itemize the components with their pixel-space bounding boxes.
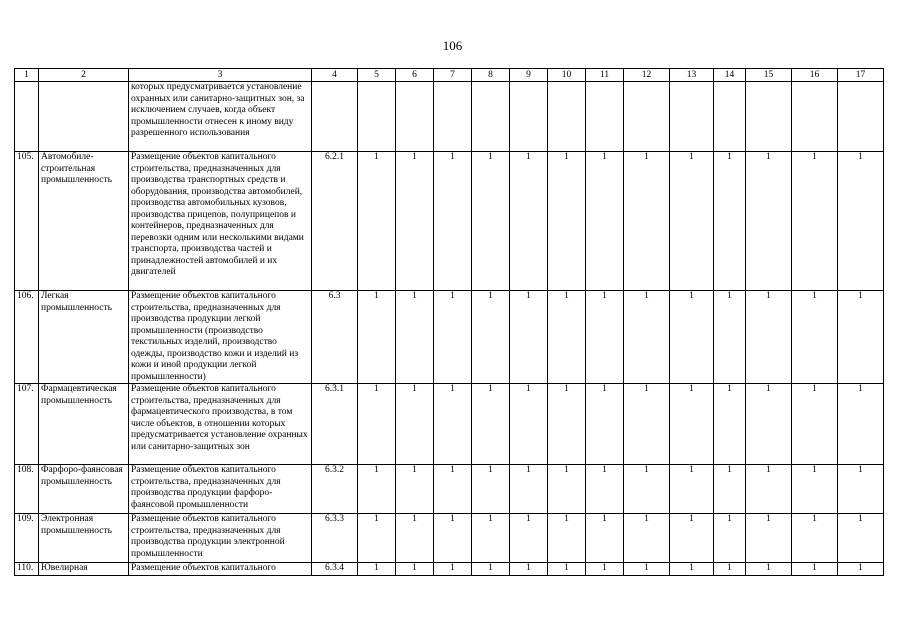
value-cell: 1	[670, 465, 714, 514]
value-cell: 1	[548, 465, 586, 514]
value-cell: 1	[358, 465, 396, 514]
cont-cell	[548, 82, 586, 152]
cont-cell	[434, 82, 472, 152]
value-cell: 1	[396, 465, 434, 514]
column-number-cell: 6	[396, 69, 434, 82]
value-cell: 1	[746, 563, 792, 576]
cont-cell	[358, 82, 396, 152]
value-cell: 1	[472, 152, 510, 291]
cont-cell	[792, 82, 838, 152]
use-code-cell: 6.3.4	[312, 563, 358, 576]
column-number-cell: 12	[624, 69, 670, 82]
value-cell: 1	[624, 152, 670, 291]
value-cell: 1	[746, 384, 792, 465]
cont-cell	[670, 82, 714, 152]
column-number-cell: 7	[434, 69, 472, 82]
column-number-cell: 15	[746, 69, 792, 82]
use-name-cell: Автомобиле-строительная промышленность	[39, 152, 129, 291]
value-cell: 1	[358, 563, 396, 576]
value-cell: 1	[624, 291, 670, 384]
value-cell: 1	[548, 291, 586, 384]
value-cell: 1	[792, 514, 838, 563]
use-name-cell: Электронная промышленность	[39, 514, 129, 563]
value-cell: 1	[396, 514, 434, 563]
column-number-cell: 3	[129, 69, 312, 82]
value-cell: 1	[624, 465, 670, 514]
cont-cell	[472, 82, 510, 152]
cont-description-cell: которых предусматривается установление охранных или санитарно-защитных зон, за исключением случаев, когда объект промышленности отнесен к иному виду разрешенного использования	[129, 82, 312, 152]
value-cell: 1	[472, 514, 510, 563]
column-number-cell: 10	[548, 69, 586, 82]
value-cell: 1	[838, 291, 884, 384]
value-cell: 1	[746, 465, 792, 514]
value-cell: 1	[714, 384, 746, 465]
cont-num-cell	[15, 82, 39, 152]
value-cell: 1	[434, 514, 472, 563]
value-cell: 1	[792, 384, 838, 465]
value-cell: 1	[548, 514, 586, 563]
value-cell: 1	[792, 465, 838, 514]
column-number-cell: 5	[358, 69, 396, 82]
value-cell: 1	[746, 514, 792, 563]
cont-cell	[624, 82, 670, 152]
table-row	[15, 152, 884, 291]
value-cell: 1	[358, 291, 396, 384]
use-description-cell: Размещение объектов капитального строительства, предназначенных для производства продукции легкой промышленности (производство текстильных изделий, производство одежды, производство кожи и изделий из кожи и иной продукции легкой промышленности)	[129, 291, 312, 384]
use-code-cell: 6.2.1	[312, 152, 358, 291]
continuation-row	[15, 82, 884, 152]
row-number-cell: 109.	[15, 514, 39, 563]
value-cell: 1	[434, 291, 472, 384]
table-row	[15, 384, 884, 465]
value-cell: 1	[792, 291, 838, 384]
page-number: 106	[442, 38, 463, 53]
cont-cell	[714, 82, 746, 152]
value-cell: 1	[586, 152, 624, 291]
value-cell: 1	[510, 465, 548, 514]
value-cell: 1	[434, 384, 472, 465]
value-cell: 1	[746, 152, 792, 291]
use-name-cell: Фарфоро-фаянсовая промышленность	[39, 465, 129, 514]
value-cell: 1	[358, 384, 396, 465]
column-number-cell: 8	[472, 69, 510, 82]
value-cell: 1	[510, 514, 548, 563]
cont-cell	[746, 82, 792, 152]
use-name-cell: Легкая промышленность	[39, 291, 129, 384]
value-cell: 1	[586, 291, 624, 384]
value-cell: 1	[838, 152, 884, 291]
table-row	[15, 514, 884, 563]
use-code-cell: 6.3.1	[312, 384, 358, 465]
value-cell: 1	[624, 563, 670, 576]
value-cell: 1	[548, 563, 586, 576]
value-cell: 1	[358, 152, 396, 291]
column-number-cell: 16	[792, 69, 838, 82]
use-description-cell: Размещение объектов капитального	[129, 563, 312, 576]
value-cell: 1	[586, 514, 624, 563]
value-cell: 1	[746, 291, 792, 384]
value-cell: 1	[624, 384, 670, 465]
use-name-cell: Фармацевтическая промышленность	[39, 384, 129, 465]
column-number-row	[15, 69, 884, 82]
value-cell: 1	[714, 563, 746, 576]
column-number-cell: 17	[838, 69, 884, 82]
value-cell: 1	[510, 384, 548, 465]
column-number-cell: 2	[39, 69, 129, 82]
column-number-cell: 11	[586, 69, 624, 82]
use-code-cell: 6.3.3	[312, 514, 358, 563]
value-cell: 1	[792, 563, 838, 576]
value-cell: 1	[670, 152, 714, 291]
value-cell: 1	[396, 563, 434, 576]
value-cell: 1	[792, 152, 838, 291]
value-cell: 1	[838, 514, 884, 563]
cont-cell	[396, 82, 434, 152]
column-number-cell: 4	[312, 69, 358, 82]
use-description-cell: Размещение объектов капитального строительства, предназначенных для производства продукции электронной промышленности	[129, 514, 312, 563]
column-number-cell: 14	[714, 69, 746, 82]
table-row	[15, 563, 884, 576]
row-number-cell: 106.	[15, 291, 39, 384]
use-description-cell: Размещение объектов капитального строительства, предназначенных для фармацевтического производства, в том числе объектов, в отношении которых предусматривается установление охранных или санитарно-защитных зон	[129, 384, 312, 465]
cont-cell	[312, 82, 358, 152]
value-cell: 1	[510, 152, 548, 291]
value-cell: 1	[714, 152, 746, 291]
value-cell: 1	[838, 563, 884, 576]
use-description-cell: Размещение объектов капитального строительства, предназначенных для производства продукции фарфоро-фаянсовой промышленности	[129, 465, 312, 514]
value-cell: 1	[838, 465, 884, 514]
column-number-cell: 13	[670, 69, 714, 82]
value-cell: 1	[510, 563, 548, 576]
cont-cell	[586, 82, 624, 152]
column-number-cell: 9	[510, 69, 548, 82]
value-cell: 1	[670, 384, 714, 465]
value-cell: 1	[472, 465, 510, 514]
value-cell: 1	[396, 384, 434, 465]
cont-cell	[510, 82, 548, 152]
use-description-cell: Размещение объектов капитального строительства, предназначенных для производства транспортных средств и оборудования, производства автомобилей, производства автомобильных кузовов, производства прицепов, полуприцепов и контейнеров, предназначенных для перевозки одним или несколькими видами транспорта, производства частей и принадлежностей автомобилей и их двигателей	[129, 152, 312, 291]
table-row	[15, 291, 884, 384]
value-cell: 1	[472, 563, 510, 576]
value-cell: 1	[586, 384, 624, 465]
value-cell: 1	[472, 291, 510, 384]
row-number-cell: 110.	[15, 563, 39, 576]
column-number-cell: 1	[15, 69, 39, 82]
use-code-cell: 6.3.2	[312, 465, 358, 514]
value-cell: 1	[586, 465, 624, 514]
value-cell: 1	[714, 514, 746, 563]
value-cell: 1	[670, 563, 714, 576]
value-cell: 1	[586, 563, 624, 576]
value-cell: 1	[472, 384, 510, 465]
value-cell: 1	[548, 152, 586, 291]
value-cell: 1	[358, 514, 396, 563]
row-number-cell: 105.	[15, 152, 39, 291]
use-name-cell: Ювелирная	[39, 563, 129, 576]
use-code-cell: 6.3	[312, 291, 358, 384]
cont-cell	[838, 82, 884, 152]
value-cell: 1	[434, 563, 472, 576]
row-number-cell: 107.	[15, 384, 39, 465]
value-cell: 1	[714, 465, 746, 514]
value-cell: 1	[624, 514, 670, 563]
value-cell: 1	[838, 384, 884, 465]
land-use-table	[14, 68, 884, 576]
row-number-cell: 108.	[15, 465, 39, 514]
cont-name-cell	[39, 82, 129, 152]
value-cell: 1	[396, 291, 434, 384]
value-cell: 1	[434, 152, 472, 291]
value-cell: 1	[548, 384, 586, 465]
table-row	[15, 465, 884, 514]
value-cell: 1	[670, 291, 714, 384]
value-cell: 1	[396, 152, 434, 291]
value-cell: 1	[714, 291, 746, 384]
value-cell: 1	[670, 514, 714, 563]
value-cell: 1	[510, 291, 548, 384]
value-cell: 1	[434, 465, 472, 514]
